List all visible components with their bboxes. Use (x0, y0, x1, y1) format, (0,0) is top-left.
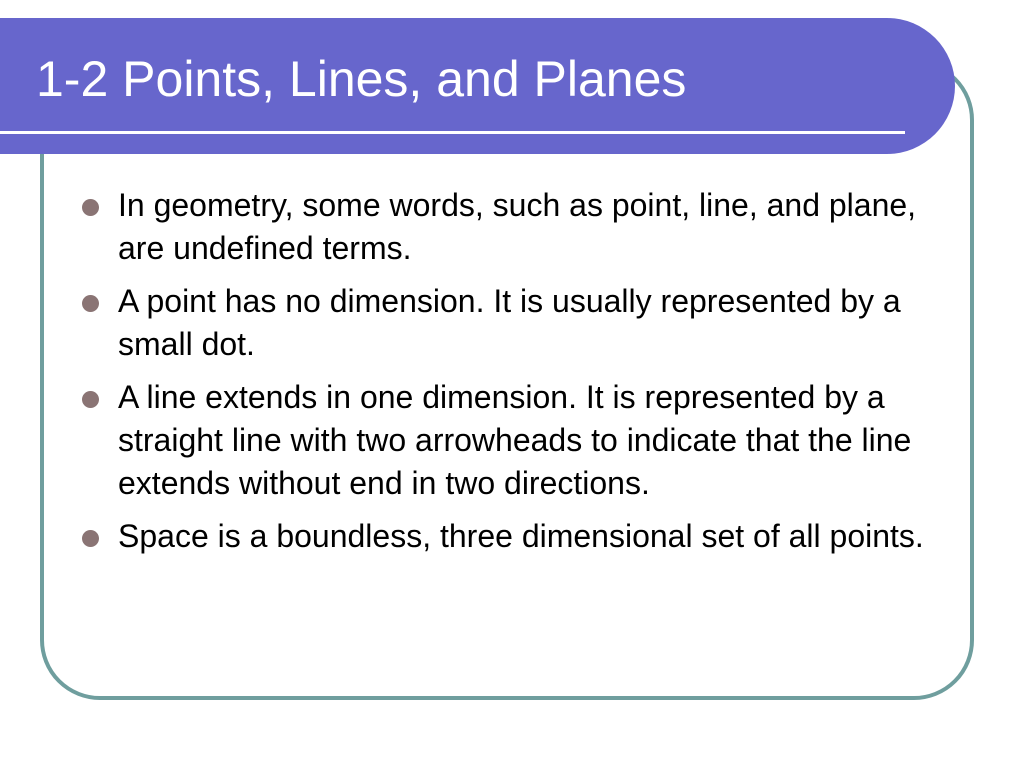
bullet-text: A point has no dimension. It is usually represented by a small dot. (118, 283, 901, 362)
bullet-item-line (80, 376, 950, 505)
bullet-item-point (80, 280, 950, 366)
title-underline-rule (0, 131, 905, 134)
bullet-dot-icon (82, 391, 99, 408)
bullet-text: In geometry, some words, such as point, line, and plane, are undefined terms. (118, 187, 917, 266)
bullet-item-space (80, 515, 950, 558)
bullet-text: A line extends in one dimension. It is represented by a straight line with two arrowheads to indicate that the line extends without end in two directions. (118, 379, 912, 501)
slide-title: 1-2 Points, Lines, and Planes (36, 51, 687, 107)
bullet-dot-icon (82, 530, 99, 547)
bullet-dot-icon (82, 199, 99, 216)
bullet-item-undefined-terms (80, 184, 950, 270)
bullet-text: Space is a boundless, three dimensional set of all points. (118, 518, 924, 554)
bullet-dot-icon (82, 295, 99, 312)
bullet-list (80, 184, 950, 568)
